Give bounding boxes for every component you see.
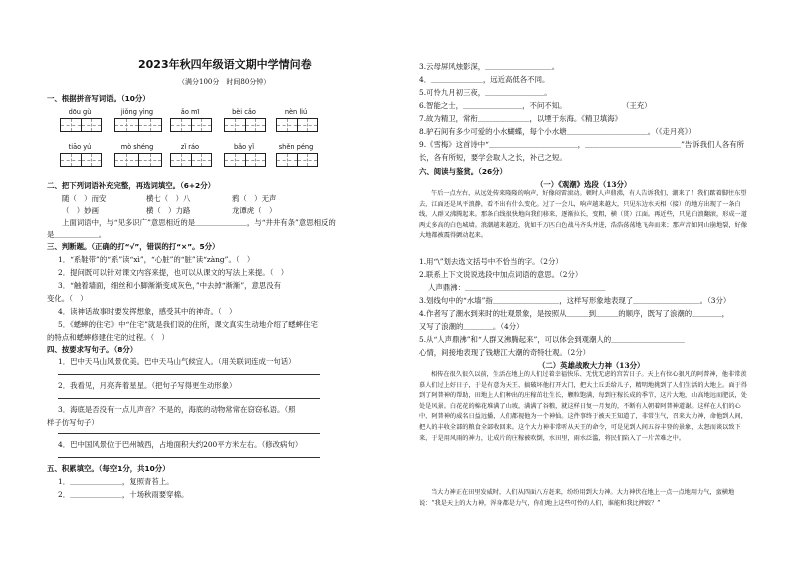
section4-heading: 四、按要求写句子。（8分） [47, 345, 138, 354]
judge-item: 3．“触着墙面，细丝和小脚渐渐变成灰色，”中去掉“渐渐”，意思没有 [58, 281, 282, 290]
judge-item: 2．提问既可以针对课文内容来提，也可以从课文的写法上来提。（ ） [58, 268, 289, 277]
recite-6: 6.智能之士，＿＿＿＿＿＿＿＿，不问不知。 [419, 101, 567, 110]
pinyin-3: ǎo mī [180, 108, 200, 116]
answer-line[interactable] [58, 457, 320, 458]
reading1-q2: 2.联系上下文说说选段中加点词语的意思。（2分） [419, 270, 583, 279]
pinyin-10: shěn péng [278, 143, 314, 151]
recite-2: 2．＿＿＿＿＿＿＿，十场秋雨要穿棉。 [58, 490, 189, 499]
writing-box[interactable] [170, 118, 212, 132]
pinyin-9: bǎo yǐ [233, 143, 255, 151]
pinyin-5: nèn liú [284, 108, 308, 116]
judge-item: 的特点和蟋蟀修建住宅的过程。（ ） [47, 333, 169, 342]
idiom-5: 横（ ）力路 [146, 206, 191, 215]
writing-box[interactable] [276, 153, 318, 167]
rewrite-q2: 2．我看见，月亮奔着星星。（把句子写得更生动形象） [58, 381, 237, 390]
pinyin-8: zǐ ráo [180, 143, 200, 151]
writing-box[interactable] [224, 153, 266, 167]
answer-line[interactable] [58, 398, 320, 399]
answer-line[interactable] [58, 374, 320, 375]
reading1-q4a: 4.作者写了潮水到来时的壮观景象，是按照从＿＿＿到＿＿＿的顺序，既写了浪潮的＿＿＿＿， [419, 309, 730, 318]
writing-box[interactable] [114, 118, 162, 132]
recite-8: 8.驴石间有多少可爱的小水蝴蝶，每个小水塘＿＿＿＿＿＿＿＿＿＿＿。（《走月亮》） [419, 127, 696, 136]
pinyin-2: jiǒng yìng [120, 108, 154, 116]
recite-3: 3.云母屏风烛影深，＿＿＿＿＿＿＿＿＿。 [419, 62, 560, 71]
page-title: 2023年秋四年级语文期中学情问卷 [138, 58, 312, 71]
idiom-4: （ ）妙画 [62, 206, 99, 215]
fill-line-2: 是＿＿＿＿＿＿。 [47, 230, 107, 239]
pinyin-6: tiāo yú [68, 143, 92, 151]
pinyin-7: mò shéng [120, 143, 154, 151]
pinyin-1: dōu gù [68, 108, 92, 116]
writing-box[interactable] [114, 153, 162, 167]
judge-item: 变化。（ ） [47, 294, 88, 303]
rewrite-q3b: 样子仿写句子） [47, 418, 99, 427]
judge-item: 1．“系鞋带”的“系”读“xì”，“心脏”的“脏”读“zàng”。（ ） [58, 255, 255, 264]
reading1-q2-answer: 人声鼎沸：＿＿＿＿＿＿＿＿＿＿＿＿＿＿＿＿＿＿＿ [428, 283, 606, 292]
reading1-q4b: 又写了浪潮的＿＿＿＿。（4分） [419, 322, 524, 331]
reading1-passage: 午后一点左右，从远处传来隆隆的响声，好像闷雷滚动。顿时人声鼎沸，有人告诉我们，潮来了！我们踮着脚往东望去，江面还是风平浪静，看不出有什么变化。过了一会儿，响声越来越大，只见东边水天相（接）的地方出现了一条白线，人群又沸腾起来。那条白线很快地向我们移来，逐渐拉长，变粗，横（贯）江面。再近些，只见白浪翻滚，形成一道两丈多高的白色城墙。浪潮越来越近，犹如千万匹白色战马齐头并进，浩浩荡荡地飞奔而来；那声音如同山崩地裂，好像大地都被震得颤动起来。 [419, 190, 747, 240]
recite-7: 7.故为精卫，常衔＿＿＿＿＿＿＿，以堙于东海。《精卫填海》 [419, 114, 622, 123]
reading1-q3: 3.划线句中的“水墙”指＿＿＿＿＿＿＿＿＿，这样写形象地表现了＿＿＿＿＿＿＿＿＿。（3分） [419, 296, 731, 305]
reading1-q1: 1.用“\”划去选文括号中不恰当的字。（2分） [419, 257, 563, 266]
reading1-q5a: 5.从“人声鼎沸”和“人群又沸腾起来”，可以体会到观潮人的＿＿＿＿＿＿＿＿＿＿ [419, 335, 686, 344]
section2-heading: 二、把下列词语补充完整，再选词填空。（6+2分） [47, 181, 215, 190]
rewrite-q3a: 3．海底是否没有一点儿声音？不是的，海底的动物常常在窃窃私语。（照 [58, 405, 296, 414]
reading1-title: （一）《观潮》选段（13分） [536, 180, 632, 189]
recite-9: 9.《雪梅》这首诗中“＿＿＿＿＿＿＿＿＿＿＿＿，＿＿＿＿＿＿＿＿＿＿＿＿＿”告诉我们人各有所 [419, 140, 745, 149]
page-subtitle: （满分100分 时间80分钟） [178, 78, 271, 86]
writing-box[interactable] [170, 153, 212, 167]
writing-box[interactable] [60, 153, 102, 167]
rewrite-q1: 1．巴中天马山风景优美。巴中天马山气候宜人。（用关联词连成一句话） [58, 357, 296, 366]
judge-item: 4．读神话故事时要发挥想象，感受其中的神奇。（ ） [58, 307, 237, 316]
section5-heading: 五、积累填空。（每空1分，共10分） [47, 464, 170, 473]
idiom-6: 龙谭虎（ ） [232, 206, 277, 215]
recite-4: 4．＿＿＿＿＿＿＿，远近高低各不同。 [419, 75, 550, 84]
section1-heading: 一、根据拼音写词语。（10分） [47, 94, 150, 103]
reading2-passage-tail: 当大力神正在田里发威时，人们从四面八方赶来，纷纷用到大力神。大力神伏在地上一点一点地用力气，蛮横地说：“我是天上的大力神，浑身都是力气，你们地上这些可怜的人们，谁能和我比摔跤？” [419, 489, 735, 507]
idiom-3: 鸦（ ）无声 [232, 194, 277, 203]
judge-item: 5．《蟋蟀的住宅》中“住宅”就是我们说的住所，课文真实生动地介绍了蟋蟀住宅 [58, 320, 318, 329]
fill-line-1: 上面词语中，与“见多识广”意思相近的是＿＿＿＿＿＿＿，与“井井有条”意思相反的 [62, 218, 336, 227]
reading1-q5b: 心情，间接地表现了钱塘江大潮的奇特壮观。（2分） [419, 348, 590, 357]
pinyin-4: bèi cǎo [232, 108, 256, 116]
section3-heading: 三、判断题。（正确的打“√”，错误的打“×”。5分） [47, 242, 220, 251]
idiom-1: 随（ ）而安 [62, 194, 107, 203]
rewrite-q4: 4．巴中国风景位于巴州城西，占地面积大约200平方米左右。（修改病句） [58, 440, 303, 449]
writing-box[interactable] [276, 118, 318, 132]
reading2-title: （二）英雄战败大力神（13分） [538, 361, 645, 370]
reading2-passage: 相传在很久很久以前，生活在地上的人们过着幸福快乐、无忧无虑的宫苦日子。天上有位心狠凡的阿普神，他非常羡慕人们过上好日子，于是有意为天王、搞破坏他打开大门，把大土丘丢给儿子，精明地挑到了人们生活的大地上。面于得到了阿普神的帮助，田地上人们种出的庄稼茁壮生长，颗粒饱满，每到庄稼长成的季节，这片大地，山高地远而肥沃，处处是风景。白花花的棉花堆满了山坡，满满了谷粮，就这样日复一月复的，不断有人朝着阿普神道谢。这样在人们的心中，阿普神的威名日益远播，人们都视他为一个神仙。这件事终于被天王知道了，非常生气，召来大力神，命他到人间，把人的丰收全部的粮食全部收回来。这个大力神非常听从天王的命令，可是见到人间五谷丰登的景象，太怒而谈以致下来，于是用风雨的神力，让成片的庄稼被吹倒，水田里，雨水泛滥，将民们陷入了一片苦难之中。 [419, 371, 747, 442]
section6-heading: 六、阅读与鉴赏。（26分） [419, 167, 507, 176]
idiom-2: 横七（ ）八 [146, 194, 191, 203]
writing-box[interactable] [224, 118, 266, 132]
recite-1: 1．＿＿＿＿＿＿＿，复照青苔上。 [58, 477, 174, 486]
answer-line[interactable] [58, 433, 320, 434]
writing-box[interactable] [60, 118, 102, 132]
recite-9b: 长，各有所短，要学会取人之长，补己之短。 [419, 153, 567, 162]
recite-6-source: （王充） [622, 101, 652, 110]
recite-5: 5.可怜九月初三夜，＿＿＿＿＿＿＿＿。 [419, 88, 552, 97]
